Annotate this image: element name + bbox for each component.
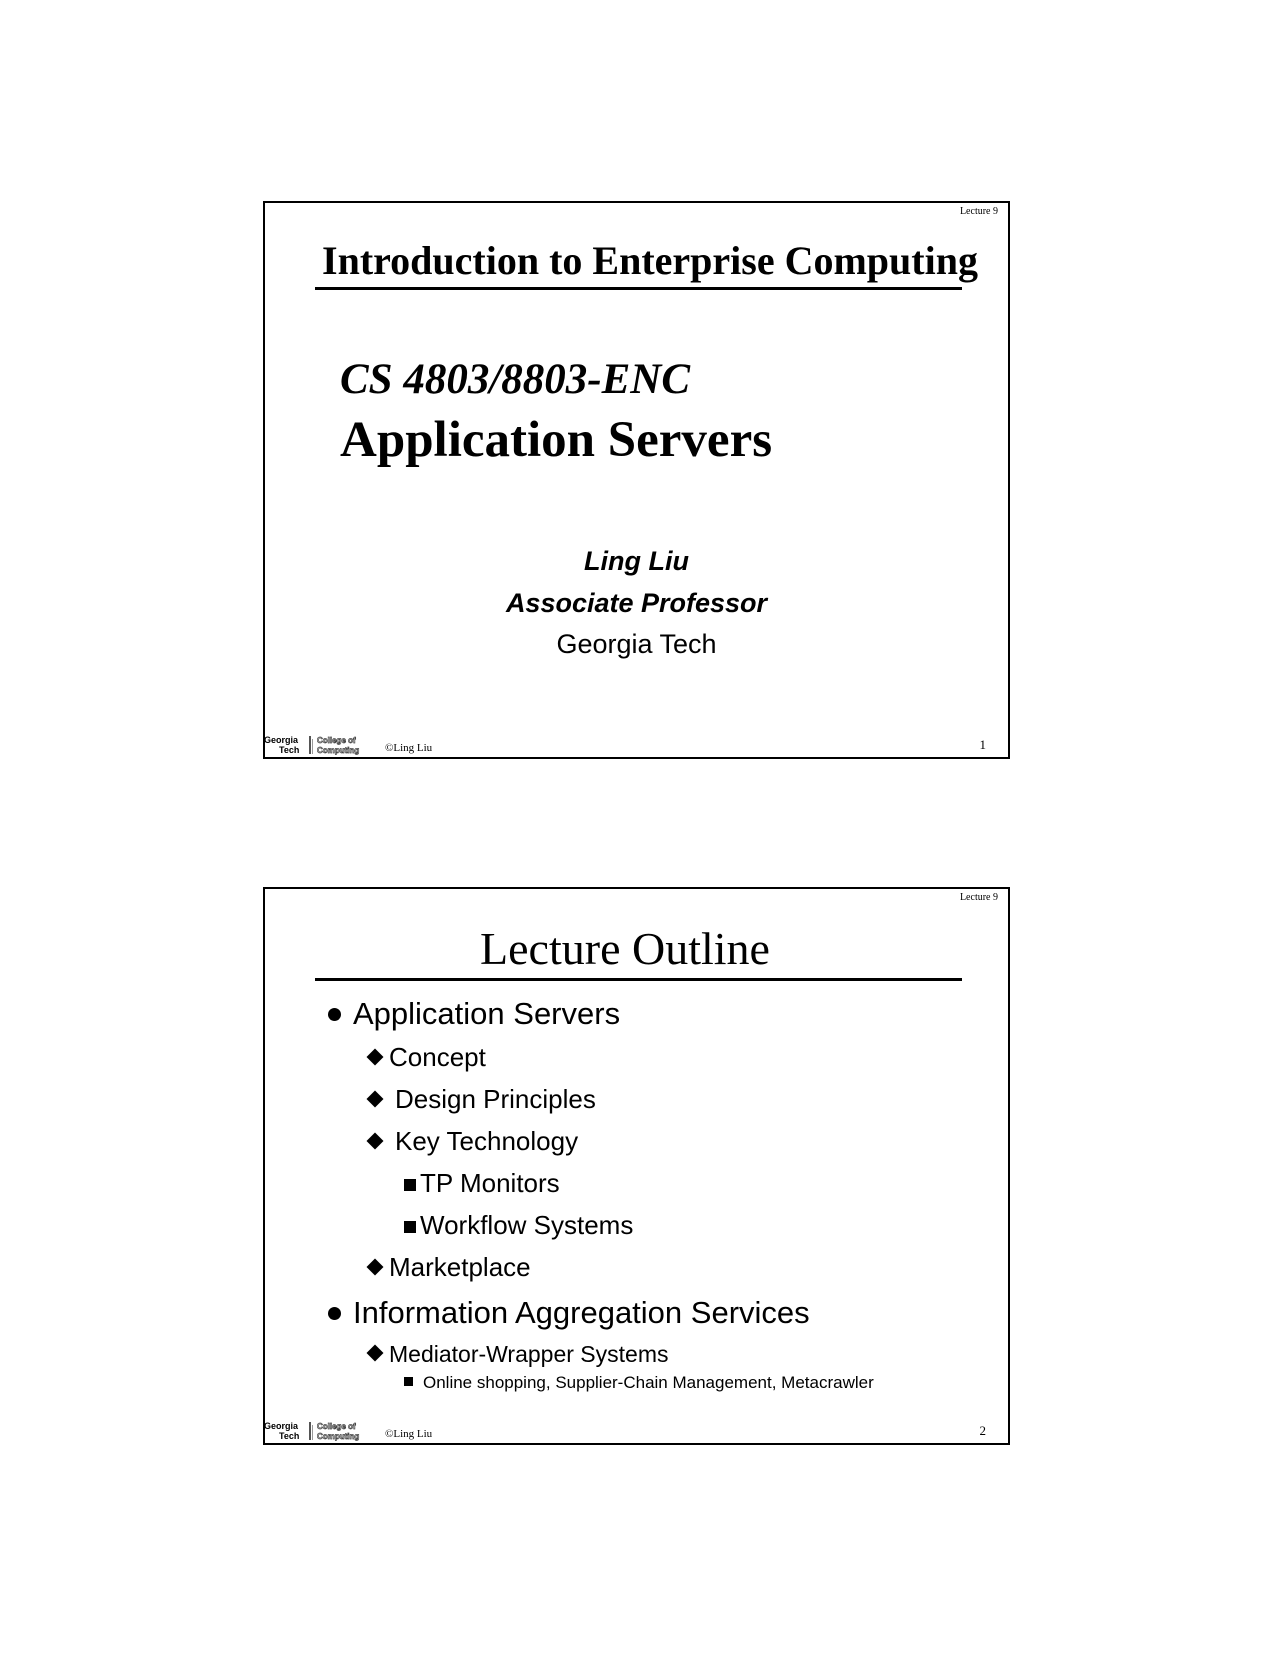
slide-title: Lecture Outline (480, 923, 770, 974)
svg-text:College of: College of (317, 1422, 356, 1431)
dot-bullet-icon (328, 1008, 341, 1021)
svg-text:Tech: Tech (279, 745, 300, 755)
slide-2 (263, 887, 1010, 1445)
author-name: Ling Liu (584, 546, 689, 576)
outline-item: Online shopping, Supplier-Chain Management, Metacrawler (404, 1372, 874, 1394)
slide-title: Introduction to Enterprise Computing (322, 238, 978, 283)
course-code: CS 4803/8803-ENC (340, 356, 691, 403)
diamond-bullet-icon (367, 1259, 384, 1276)
diamond-bullet-icon (367, 1091, 384, 1108)
outline-item: TP Monitors (404, 1167, 560, 1199)
outline-item: Marketplace (366, 1251, 531, 1283)
diamond-bullet-icon (367, 1133, 384, 1150)
outline-item: Concept (366, 1041, 486, 1073)
lecture-label: Lecture 9 (959, 892, 998, 903)
page-number: 2 (979, 1423, 986, 1438)
copyright-text: ©Ling Liu (385, 742, 433, 754)
outline-item: Workflow Systems (404, 1209, 633, 1241)
slide-1 (263, 201, 1010, 759)
svg-text:Computing: Computing (317, 1432, 360, 1441)
outline-item: Application Servers (328, 996, 620, 1032)
outline-item: Mediator-Wrapper Systems (366, 1340, 669, 1368)
square-bullet-icon (404, 1377, 413, 1386)
svg-text:Georgia: Georgia (264, 1421, 299, 1431)
diamond-bullet-icon (367, 1345, 384, 1362)
georgia-tech-logo (263, 735, 377, 755)
svg-text:Computing: Computing (317, 746, 360, 755)
outline-item: Key Technology (366, 1125, 578, 1157)
lecture-subject: Application Servers (340, 412, 773, 468)
lecture-label: Lecture 9 (959, 206, 998, 217)
svg-text:College of: College of (317, 736, 356, 745)
outline-item: Design Principles (366, 1083, 596, 1115)
outline-item: Information Aggregation Services (328, 1295, 810, 1331)
copyright-text: ©Ling Liu (385, 1428, 433, 1440)
georgia-tech-logo (263, 1421, 377, 1441)
dot-bullet-icon (328, 1307, 341, 1320)
svg-text:Tech: Tech (279, 1431, 300, 1441)
title-rule (315, 978, 962, 981)
title-rule (315, 287, 962, 290)
svg-text:Georgia: Georgia (264, 735, 299, 745)
diamond-bullet-icon (367, 1049, 384, 1066)
square-bullet-icon (404, 1179, 416, 1191)
author-role: Associate Professor (505, 588, 768, 618)
square-bullet-icon (404, 1221, 416, 1233)
page-number: 1 (979, 737, 986, 752)
author-organization: Georgia Tech (556, 629, 717, 659)
